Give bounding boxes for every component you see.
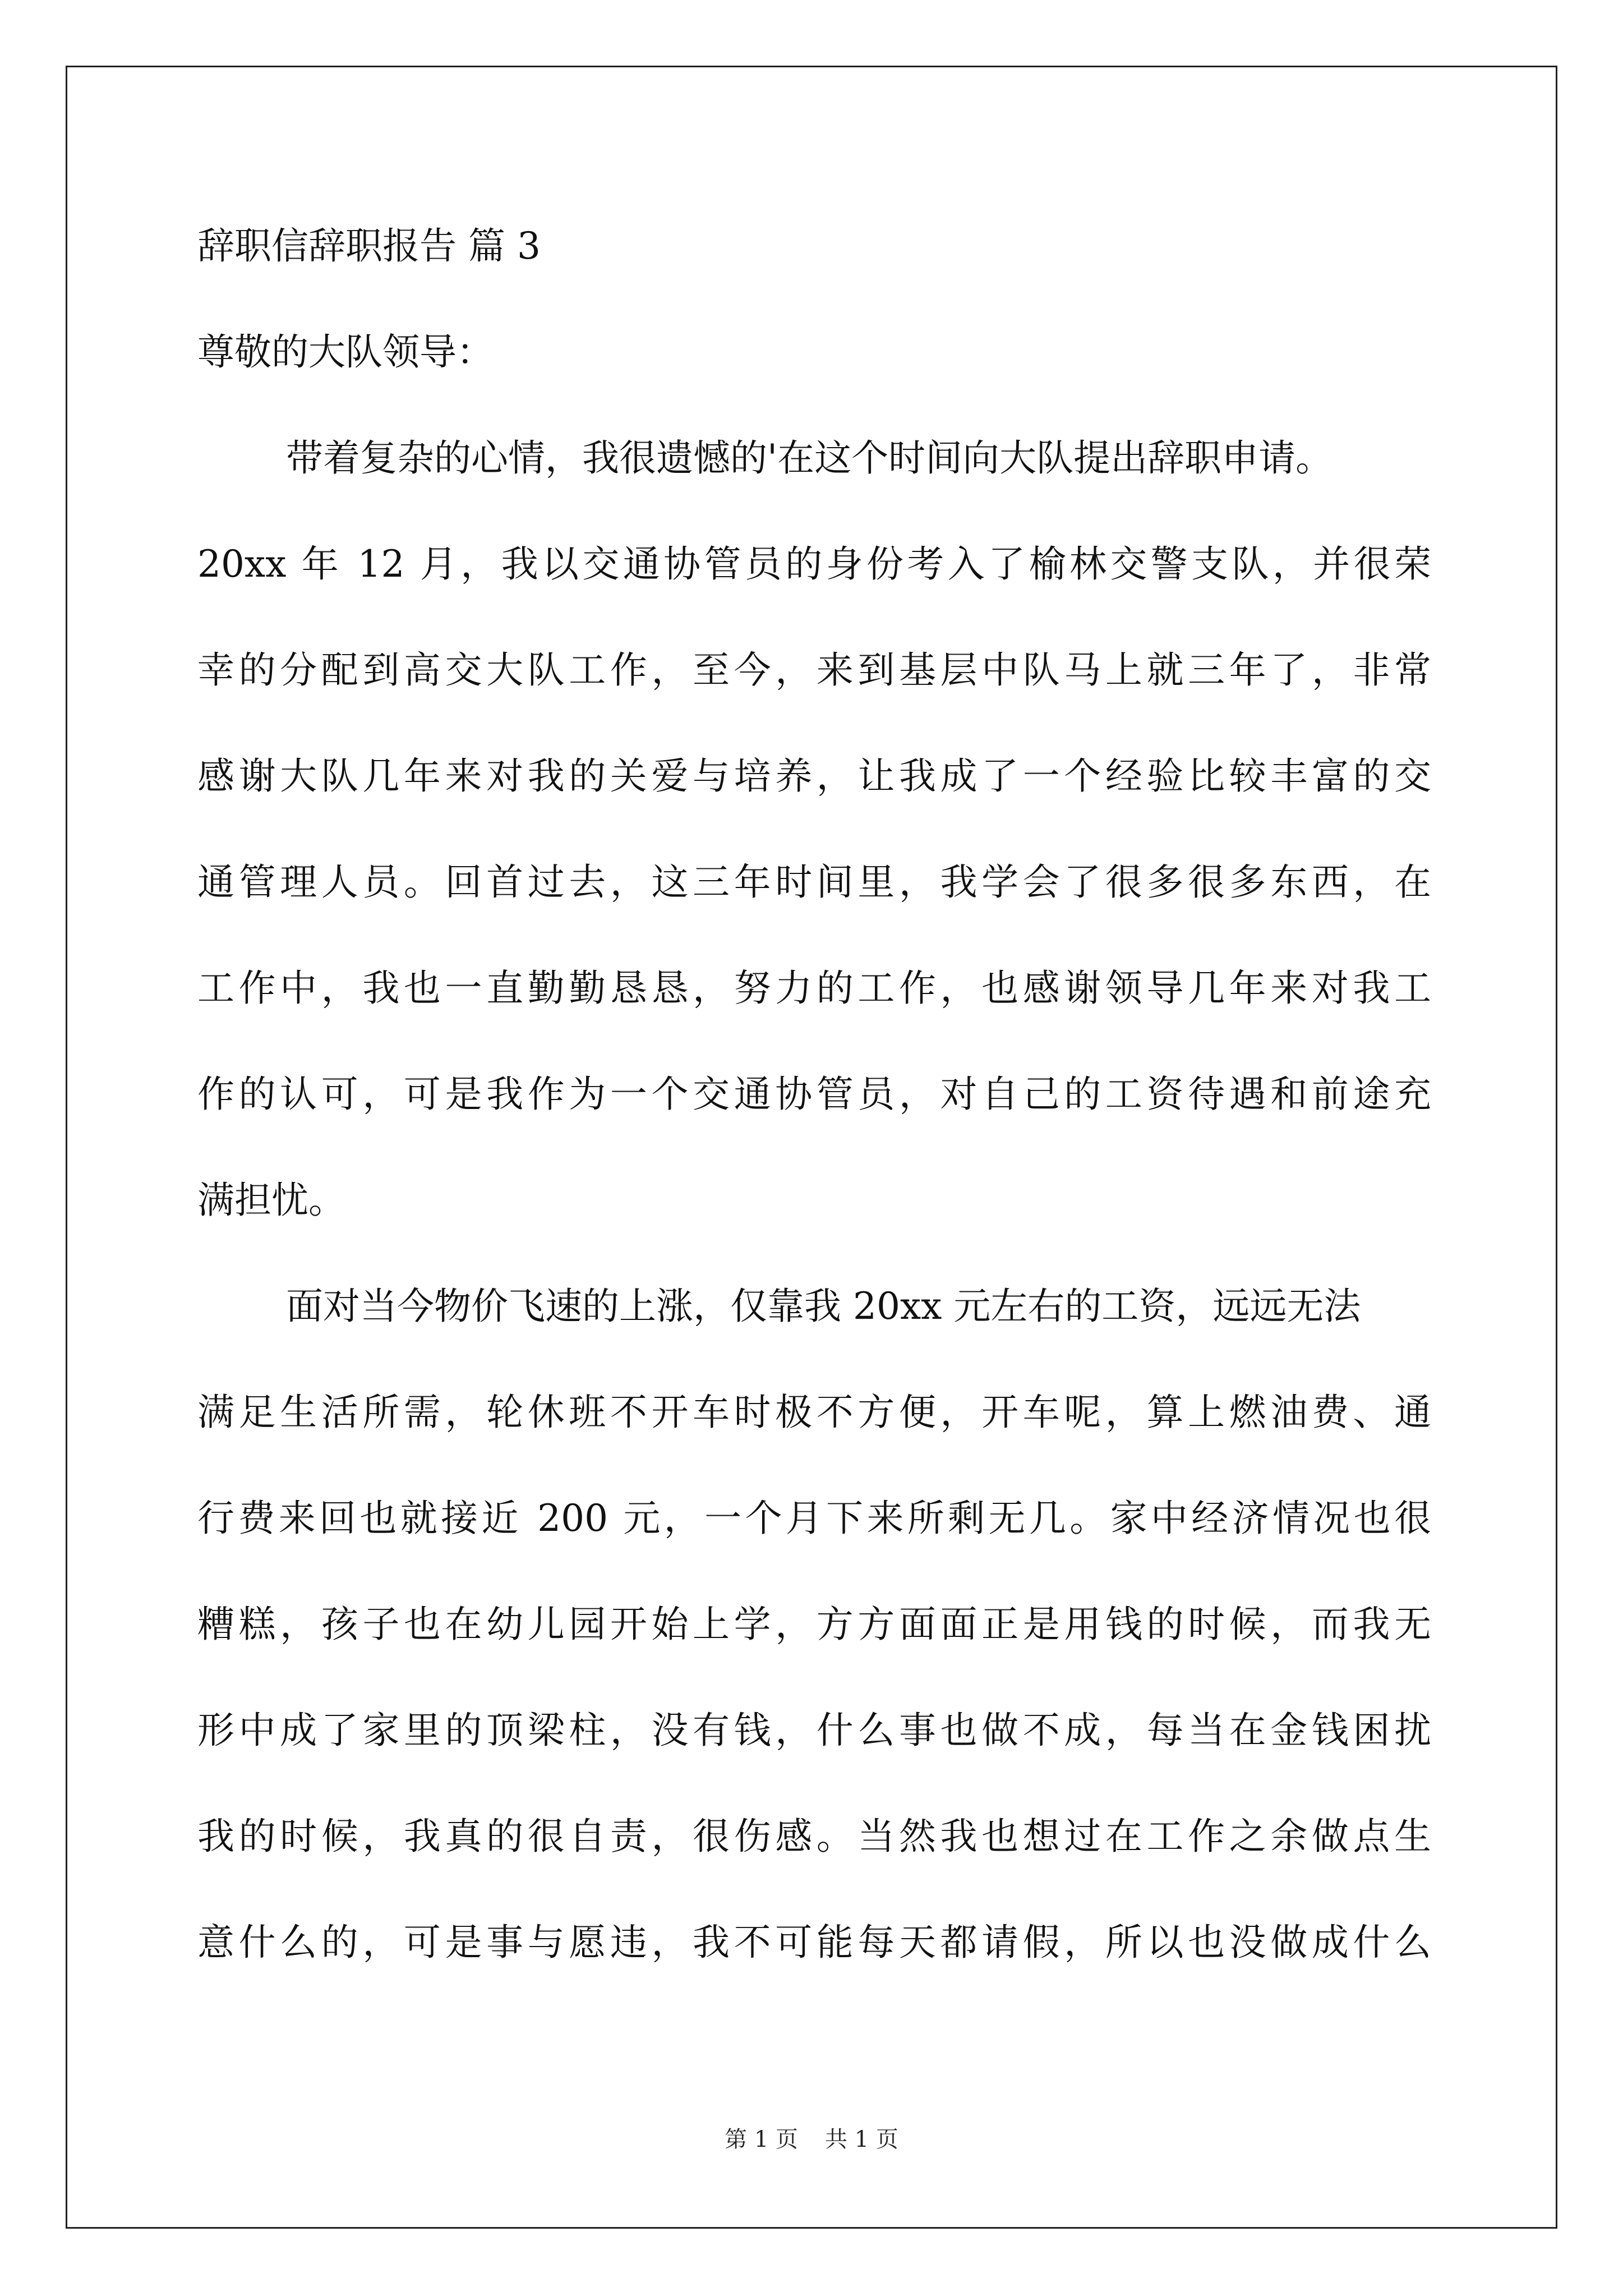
document-body bbox=[197, 222, 1437, 2024]
paragraph-line: 面对当今物价飞速的上涨，仅靠我 20xx 元左右的工资，远远无法 bbox=[286, 1285, 1361, 1328]
paragraph-2 bbox=[197, 1282, 1437, 1967]
paragraph-line: 意什么的，可是事与愿违，我不可能每天都请假，所以也没做成什么 bbox=[197, 1921, 1431, 1964]
paragraph-line: 我的时候，我真的很自责，很伤感。当然我也想过在工作之余做点生 bbox=[197, 1815, 1431, 1858]
salutation: 尊敬的大队领导： bbox=[197, 330, 494, 374]
paragraph-line: 形中成了家里的顶梁柱，没有钱，什么事也做不成，每当在金钱困扰 bbox=[197, 1709, 1431, 1752]
paragraph-line: 通管理人员。回首过去，这三年时间里，我学会了很多很多东西，在 bbox=[197, 861, 1431, 904]
paragraph-line: 感谢大队几年来对我的关爱与培养，让我成了一个经验比较丰富的交 bbox=[197, 754, 1431, 798]
paragraph-line: 带着复杂的心情，我很遗憾的'在这个时间向大队提出辞职申请。 bbox=[286, 436, 1333, 480]
page-footer bbox=[0, 2125, 1623, 2154]
paragraph-line: 幸的分配到高交大队工作，至今，来到基层中队马上就三年了，非常 bbox=[197, 648, 1431, 692]
paragraph-line: 作的认可，可是我作为一个交通协管员，对自己的工资待遇和前途充 bbox=[197, 1073, 1431, 1116]
paragraph-line: 糟糕，孩子也在幼儿园开始上学，方方面面正是用钱的时候，而我无 bbox=[197, 1603, 1431, 1646]
document-title: 辞职信辞职报告 篇 3 bbox=[197, 224, 541, 268]
page-number-total: 共 1 页 bbox=[825, 2127, 898, 2152]
paragraph-line: 满担忧。 bbox=[197, 1179, 345, 1222]
paragraph-line: 满足生活所需，轮休班不开车时极不方便，开车呢，算上燃油费、通 bbox=[197, 1391, 1431, 1434]
paragraph-1 bbox=[197, 434, 1437, 1225]
paragraph-line: 20xx 年 12 月，我以交通协管员的身份考入了榆林交警支队，并很荣 bbox=[197, 542, 1431, 586]
paragraph-line: 工作中，我也一直勤勤恳恳，努力的工作，也感谢领导几年来对我工 bbox=[197, 967, 1431, 1010]
page-number-current: 第 1 页 bbox=[725, 2127, 798, 2152]
paragraph-line: 行费来回也就接近 200 元，一个月下来所剩无几。家中经济情况也很 bbox=[197, 1497, 1431, 1540]
